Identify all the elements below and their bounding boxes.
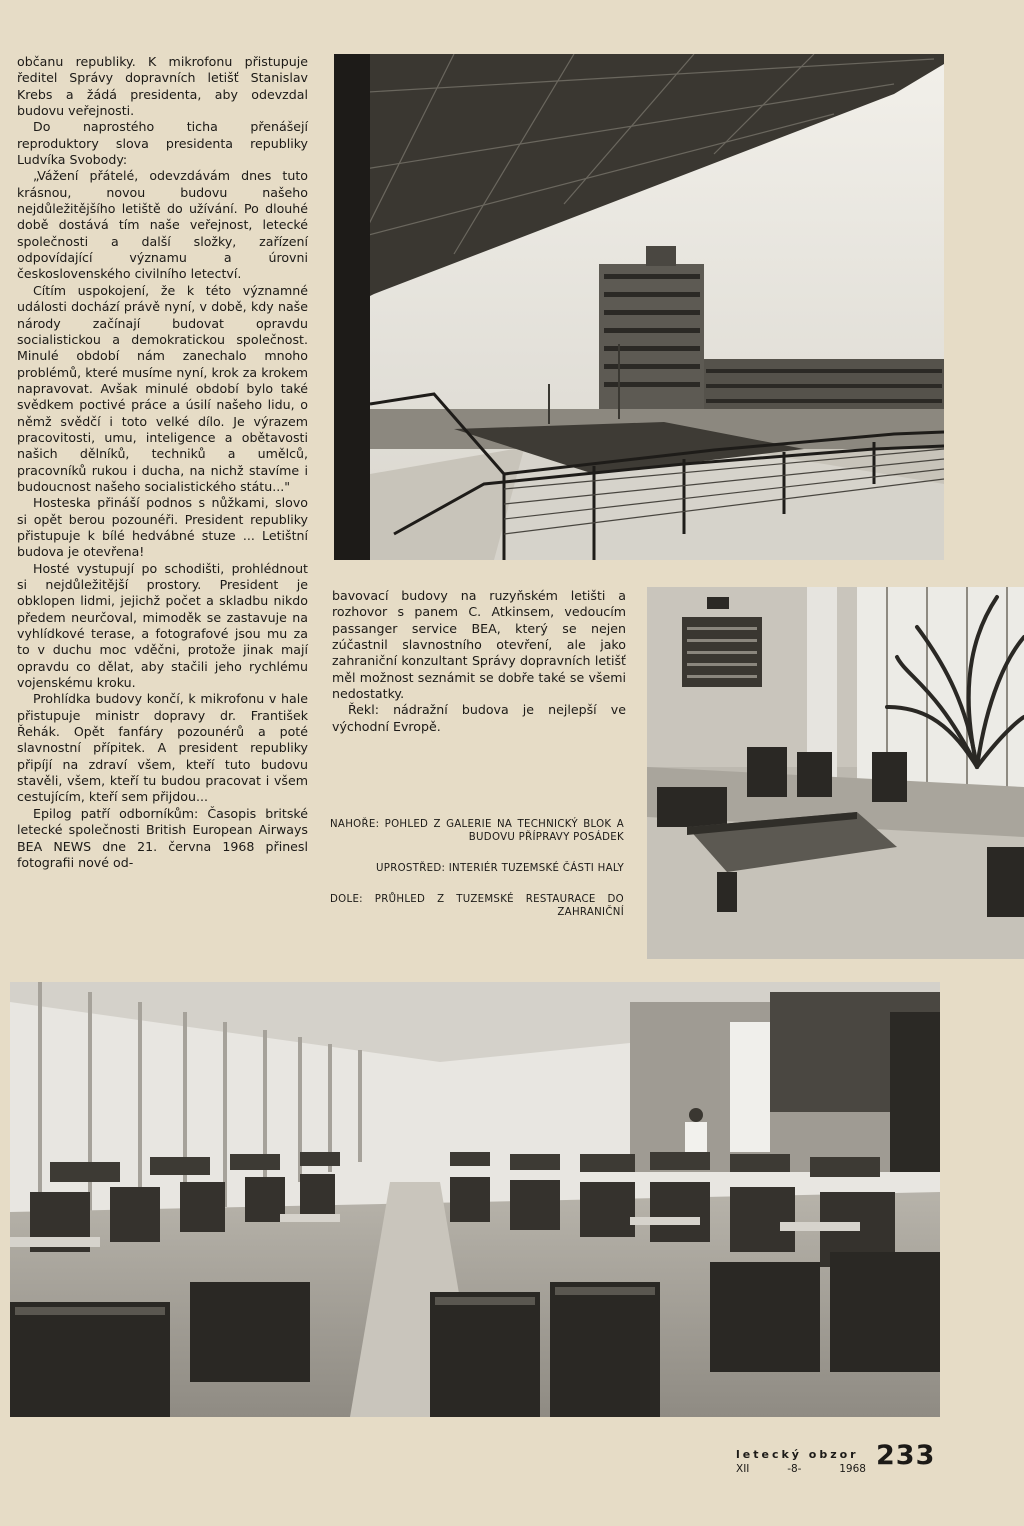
photo-hall-interior	[647, 587, 1024, 959]
photo-gallery-view	[334, 54, 944, 560]
volume: XII	[736, 1463, 750, 1475]
issue-info	[736, 1463, 866, 1475]
photo-captions	[330, 818, 624, 937]
caption-top: NAHOŘE: POHLED Z GALERIE NA TECHNICKÝ BLOK A BUDOVU PŘÍPRAVY POSÁDEK	[330, 819, 624, 843]
paragraph: Do naprostého ticha přenášejí reproduktory slova presidenta republiky Ludvíka Svobody:	[17, 119, 308, 168]
paragraph: „Vážení přátelé, odevzdávám dnes tuto krásnou, novou budovu našeho nejdůležitějšího letiště do užívání. Po dlouhé době dostává tím naše veřejnost, letecké společnosti a další složky, zařízení odpovídající významu a úrovni československého civilního letectví.	[17, 168, 308, 282]
photo-restaurant-view	[10, 982, 940, 1417]
left-text-column	[17, 54, 308, 871]
paragraph: Hosteska přináší podnos s nůžkami, slovo si opět berou pozounéři. President republiky přistupuje k bílé hedvábné stuze ... Letištní budova je otevřena!	[17, 495, 308, 560]
paragraph: občanu republiky. K mikrofonu přistupuje ředitel Správy dopravních letišť Stanislav Krebs a žádá presidenta, aby odevzdal budovu veřejnosti.	[17, 54, 308, 119]
issue-number: -8-	[787, 1463, 802, 1475]
year: 1968	[839, 1463, 866, 1475]
magazine-title: letecký obzor	[736, 1448, 859, 1461]
paragraph: Řekl: nádražní budova je nejlepší ve východní Evropě.	[332, 702, 626, 734]
caption-bottom: DOLE: PRŮHLED Z TUZEMSKÉ RESTAURACE DO ZAHRANIČNÍ	[330, 894, 624, 918]
paragraph: Prohlídka budovy končí, k mikrofonu v hale přistupuje ministr dopravy dr. František Řehák. Opět fanfáry pozounérů a poté slavnostní přípitek. A president republiky připíjí na zdraví všem, kteří tuto budovu stavěli, všem, kteří tu budou pracovat i všem cestujícím, kteří sem přijdou...	[17, 691, 308, 805]
caption-middle: UPROSTŘED: INTERIÉR TUZEMSKÉ ČÁSTI HALY	[376, 863, 624, 874]
page-number: 233	[876, 1440, 936, 1471]
paragraph: Epilog patří odborníkům: Časopis britské letecké společnosti British European Airways BEA NEWS dne 21. června 1968 přinesl fotografii nové od-	[17, 805, 308, 870]
paragraph: Hosté vystupují po schodišti, prohlédnout si nejdůležitější prostory. President je obklopen lidmi, jejichž počet a skladbu nikdo předem neurčoval, mimoděk se zastavuje na vyhlídkové terase, a fotografové jsou mu za to v duchu moc vděčni, protože jinak mají opravdu co dělat, aby stačili jeho rychlému vojenskému kroku.	[17, 560, 308, 691]
paragraph: bavovací budovy na ruzyňském letišti a rozhovor s panem C. Atkinsem, vedoucím passanger service BEA, který se nejen zúčastnil slavnostního otevření, ale jako zahraniční konzultant Správy dopravních letišť měl možnost seznámit se dobře také se všemi nedostatky.	[332, 588, 626, 702]
middle-text-column	[332, 588, 626, 735]
paragraph: Cítím uspokojení, že k této významné události dochází právě nyní, v době, kdy naše národy začínají budovat opravdu socialistickou a demokratickou společnost. Minulé období nám zanechalo mnoho problémů, které musíme nyní, krok za krokem napravovat. Avšak minulé období bylo také svědkem poctivé práce a úsilí našeho lidu, o němž svědčí i toto velké dílo. Je výrazem pracovitosti, umu, inteligence a obětavosti našich dělníků, techniků a umělců, pracovníků rukou i ducha, na nichž stavíme i budoucnost našeho socialistického státu..."	[17, 282, 308, 494]
